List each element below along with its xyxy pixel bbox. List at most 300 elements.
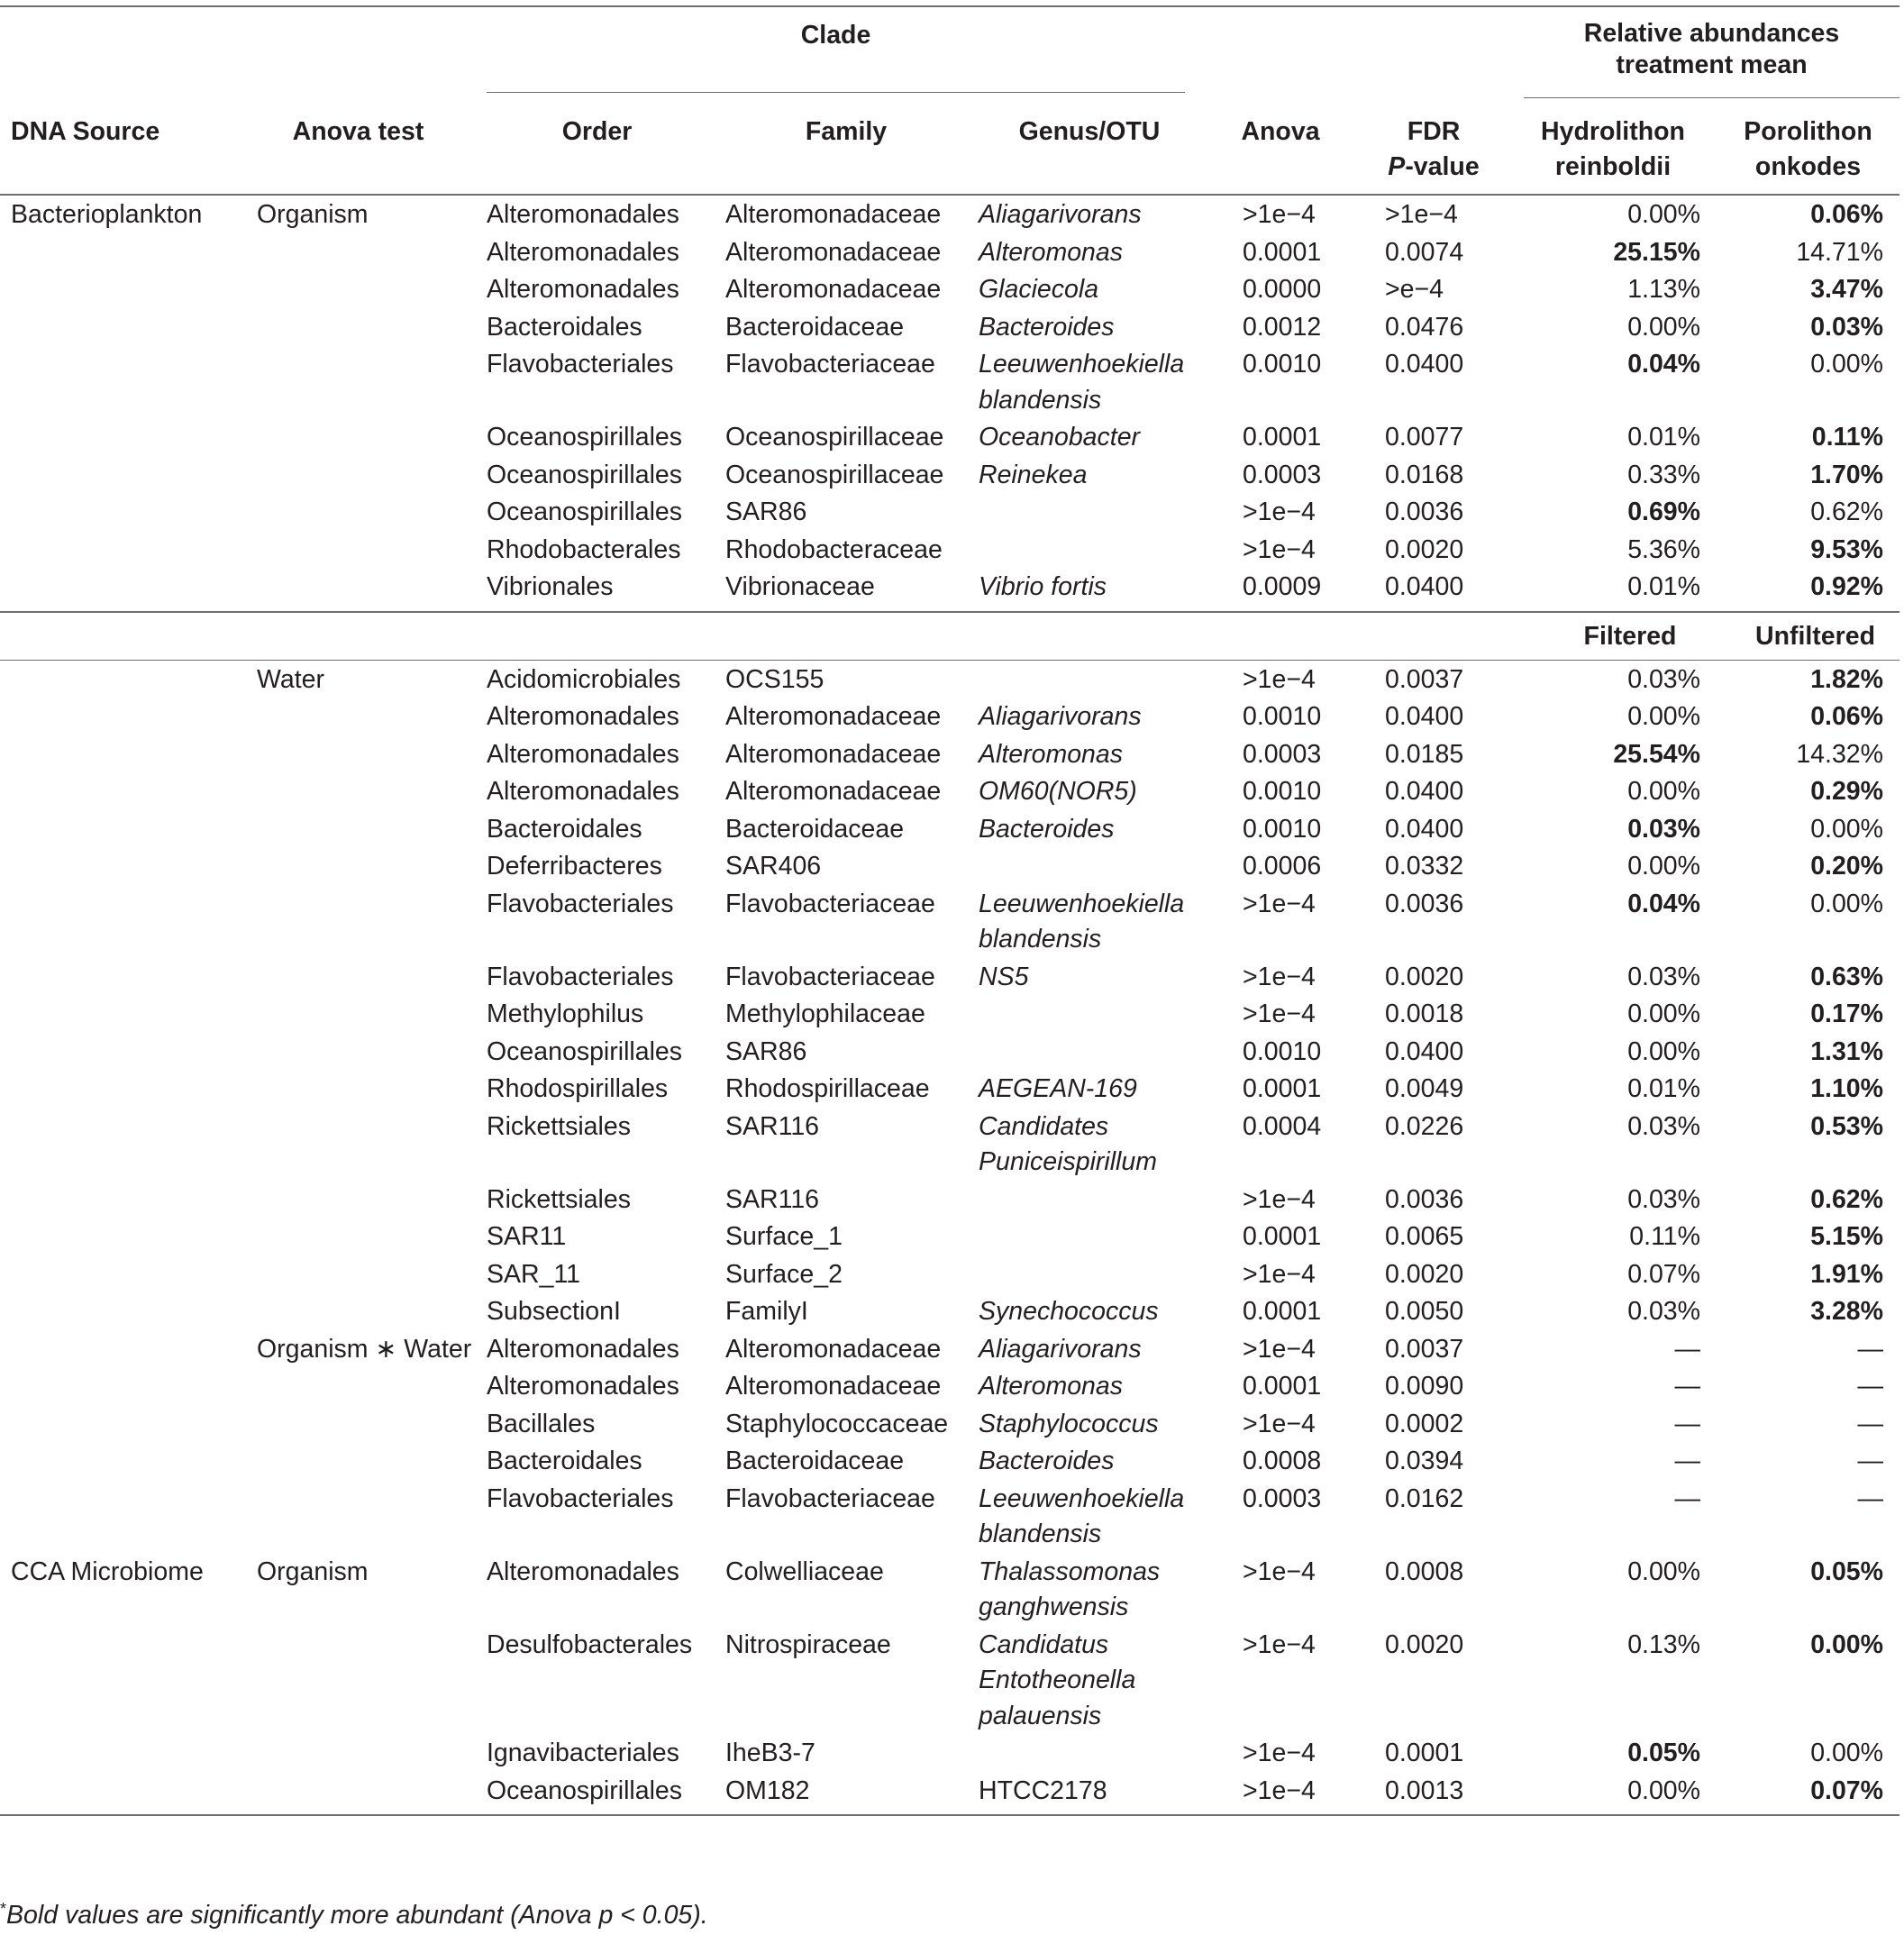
fdr-cell: 0.0020	[1385, 962, 1464, 991]
genus-line: Reinekea	[979, 460, 1088, 489]
anova-cell: 0.0010	[1243, 350, 1322, 379]
anova-test-cell	[239, 568, 478, 612]
anova-test-cell: Organism	[257, 1556, 369, 1586]
table-row	[0, 568, 1899, 612]
anova-cell: >1e−4	[1243, 1259, 1316, 1289]
anova-test-cell	[239, 233, 478, 271]
hydrolithon-value: 0.05%	[1627, 1739, 1700, 1767]
dna-source-cell	[0, 772, 239, 810]
genus-line: Leeuwenhoekiella	[979, 1483, 1185, 1513]
order-cell: Alteromonadales	[487, 1372, 679, 1401]
genus-cell	[976, 531, 1203, 569]
genus-line: NS5	[979, 962, 1029, 991]
hydrolithon-value: 0.07%	[1627, 1259, 1700, 1289]
dna-source-cell	[0, 1181, 239, 1219]
anova-cell: >1e−4	[1243, 999, 1316, 1028]
table-row	[0, 308, 1899, 346]
genus-cell	[976, 1734, 1203, 1772]
hydrolithon-value: 5.36%	[1627, 534, 1700, 564]
genus-cell	[976, 418, 1203, 456]
anova-test-cell	[239, 1108, 478, 1181]
filtered-header: Filtered	[1583, 621, 1677, 651]
anova-test-cell	[239, 995, 478, 1033]
hydrolithon-value: 0.00%	[1627, 777, 1700, 806]
order-cell: Bacillales	[487, 1409, 596, 1438]
family-cell: FamilyI	[725, 1297, 808, 1326]
table-row	[0, 660, 1899, 698]
genus-cell	[976, 1626, 1203, 1735]
genus-cell	[976, 195, 1203, 233]
dna-source-cell	[0, 1367, 239, 1405]
dna-source-cell	[0, 660, 239, 698]
fdr-cell: 0.0049	[1385, 1074, 1464, 1103]
anova-cell: 0.0004	[1243, 1111, 1322, 1141]
dna-source-cell	[0, 1033, 239, 1071]
family-cell: Alteromonadaceae	[725, 237, 942, 267]
porolithon-value: 0.92%	[1810, 572, 1883, 601]
genus-cell	[976, 1218, 1203, 1255]
anova-cell: 0.0003	[1243, 739, 1322, 769]
anova-cell: 0.0001	[1243, 237, 1322, 267]
family-cell: Staphylococcaceae	[725, 1409, 949, 1438]
table-row	[0, 1480, 1899, 1553]
dna-source-cell	[0, 531, 239, 569]
table-row	[0, 1033, 1899, 1071]
porolithon-value: —	[1857, 1334, 1883, 1364]
family-cell: Bacteroidaceae	[725, 312, 905, 342]
order-cell: Oceanospirillales	[487, 460, 683, 489]
table-row	[0, 1734, 1899, 1772]
dna-source-cell	[0, 233, 239, 271]
hydrolithon-value: 0.04%	[1627, 889, 1700, 918]
order-cell: Alteromonadales	[487, 1334, 679, 1364]
section-organism	[0, 195, 1899, 612]
family-cell: Bacteroidaceae	[725, 1447, 905, 1475]
family-cell: Alteromonadaceae	[725, 200, 942, 229]
fdr-cell: 0.0008	[1385, 1556, 1464, 1586]
anova-test-cell	[239, 270, 478, 308]
porolithon-header: Porolithon onkodes	[1744, 117, 1872, 181]
porolithon-value: 9.53%	[1810, 534, 1883, 564]
genus-line: Glaciecola	[979, 275, 1099, 304]
genus-line: blandensis	[979, 925, 1102, 954]
anova-header: Anova	[1241, 117, 1320, 146]
hydrolithon-value: 25.54%	[1613, 739, 1700, 769]
anova-cell: 0.0010	[1243, 1036, 1322, 1066]
porolithon-value: 0.00%	[1810, 1739, 1883, 1767]
hydrolithon-value: 0.03%	[1627, 1184, 1700, 1214]
hydrolithon-value: 0.00%	[1627, 200, 1700, 229]
anova-cell: >1e−4	[1243, 497, 1316, 526]
hydrolithon-value: —	[1674, 1483, 1700, 1513]
family-cell: Oceanospirillaceae	[725, 423, 944, 452]
genus-cell	[976, 1405, 1203, 1443]
genus-line: Alteromonas	[979, 739, 1123, 769]
dna-source-cell	[0, 418, 239, 456]
order-cell: Alteromonadales	[487, 702, 679, 731]
anova-cell: 0.0001	[1243, 1372, 1322, 1401]
hydrolithon-value: 0.69%	[1627, 497, 1700, 526]
table-row	[0, 885, 1899, 958]
fdr-cell: >1e−4	[1385, 200, 1458, 229]
table-row	[0, 270, 1899, 308]
order-cell: Rhodobacterales	[487, 534, 681, 564]
family-cell: Rhodobacteraceae	[725, 534, 943, 564]
order-cell: Flavobacteriales	[487, 1483, 674, 1513]
hydrolithon-value: —	[1674, 1372, 1700, 1401]
family-cell: Bacteroidaceae	[725, 814, 905, 844]
table-row	[0, 345, 1899, 418]
genus-line: Bacteroides	[979, 312, 1115, 342]
anova-test-cell	[239, 1626, 478, 1735]
anova-cell: >1e−4	[1243, 200, 1316, 229]
family-cell: IheB3-7	[725, 1739, 815, 1767]
fdr-cell: 0.0168	[1385, 460, 1464, 489]
porolithon-value: 0.17%	[1810, 999, 1883, 1028]
results-table	[0, 5, 1899, 1816]
anova-cell: 0.0010	[1243, 702, 1322, 731]
porolithon-value: 1.91%	[1810, 1259, 1883, 1289]
dna-source-cell	[0, 270, 239, 308]
anova-cell: 0.0010	[1243, 777, 1322, 806]
genus-header: Genus/OTU	[1018, 117, 1161, 146]
unfiltered-header: Unfiltered	[1754, 621, 1875, 651]
porolithon-value: —	[1857, 1372, 1883, 1401]
genus-line: Leeuwenhoekiella	[979, 350, 1185, 379]
anova-test-cell	[239, 1255, 478, 1293]
dna-source-cell	[0, 1405, 239, 1443]
family-cell: SAR116	[725, 1184, 820, 1214]
genus-cell	[976, 308, 1203, 346]
anova-test-cell	[239, 1405, 478, 1443]
table-row	[0, 1255, 1899, 1293]
genus-cell	[976, 493, 1203, 531]
porolithon-value: 0.00%	[1810, 350, 1883, 379]
genus-cell	[976, 568, 1203, 612]
anova-test-cell: Organism	[257, 200, 369, 229]
genus-cell	[976, 1330, 1203, 1368]
genus-cell	[976, 1367, 1203, 1405]
rel-abundance-header-2: treatment mean	[1616, 50, 1808, 79]
genus-line: Candidatus	[979, 1629, 1109, 1659]
porolithon-value: 0.11%	[1811, 423, 1883, 452]
genus-cell	[976, 1033, 1203, 1071]
genus-cell	[976, 1553, 1203, 1626]
dna-source-cell	[0, 1772, 239, 1816]
anova-cell: 0.0003	[1243, 460, 1322, 489]
fdr-cell: 0.0020	[1385, 1629, 1464, 1659]
dna-source-header: DNA Source	[11, 117, 160, 146]
porolithon-value: 1.82%	[1810, 664, 1883, 694]
dna-source-cell	[0, 568, 239, 612]
dna-source-cell	[0, 885, 239, 958]
hydrolithon-value: 0.00%	[1627, 702, 1700, 731]
porolithon-value: 3.28%	[1810, 1297, 1883, 1326]
fdr-cell: 0.0476	[1385, 312, 1464, 342]
family-cell: Rhodospirillaceae	[725, 1074, 930, 1103]
genus-line: blandensis	[979, 1520, 1102, 1548]
fdr-header: FDR P-value	[1388, 117, 1480, 181]
anova-cell: 0.0003	[1243, 1483, 1322, 1513]
hydrolithon-value: 0.03%	[1627, 962, 1700, 991]
order-cell: Flavobacteriales	[487, 350, 674, 379]
family-cell: SAR86	[725, 1036, 807, 1066]
fdr-cell: 0.0037	[1385, 1334, 1464, 1364]
anova-cell: 0.0000	[1243, 275, 1322, 304]
hydrolithon-value: 0.13%	[1627, 1629, 1700, 1659]
anova-test-cell	[239, 885, 478, 958]
porolithon-value: 0.62%	[1810, 497, 1883, 526]
genus-cell	[976, 456, 1203, 494]
genus-cell	[976, 345, 1203, 418]
family-header: Family	[805, 117, 888, 146]
fdr-cell: 0.0400	[1385, 1036, 1464, 1066]
anova-test-cell	[239, 456, 478, 494]
table-row	[0, 1367, 1899, 1405]
porolithon-value: 5.15%	[1810, 1222, 1883, 1251]
order-cell: Alteromonadales	[487, 200, 679, 229]
table-row	[0, 1553, 1899, 1626]
genus-line: Staphylococcus	[979, 1409, 1159, 1438]
genus-cell	[976, 1255, 1203, 1293]
porolithon-value: 0.07%	[1810, 1775, 1883, 1805]
porolithon-value: 14.32%	[1796, 739, 1883, 769]
genus-line: blandensis	[979, 385, 1102, 415]
order-cell: Alteromonadales	[487, 739, 679, 769]
porolithon-value: 0.62%	[1810, 1184, 1883, 1214]
porolithon-value: 0.63%	[1810, 962, 1883, 991]
hydrolithon-value: 0.01%	[1627, 572, 1700, 601]
table-row	[0, 698, 1899, 735]
porolithon-value: 1.10%	[1810, 1074, 1883, 1103]
table-row	[0, 1772, 1899, 1816]
fdr-cell: 0.0013	[1385, 1775, 1464, 1805]
header-row-1	[0, 6, 1899, 98]
genus-cell	[976, 1070, 1203, 1108]
order-cell: Alteromonadales	[487, 1556, 679, 1586]
anova-cell: 0.0001	[1243, 1222, 1322, 1251]
anova-cell: 0.0001	[1243, 1297, 1322, 1326]
table-row	[0, 1218, 1899, 1255]
table-row	[0, 847, 1899, 885]
family-cell: Flavobacteriaceae	[725, 1483, 935, 1513]
fdr-cell: 0.0394	[1385, 1447, 1464, 1475]
hydrolithon-value: 0.00%	[1627, 1036, 1700, 1066]
family-cell: Colwelliaceae	[725, 1556, 884, 1586]
dna-source-cell	[0, 1442, 239, 1480]
order-cell: Deferribacteres	[487, 852, 662, 881]
porolithon-value: 0.00%	[1810, 814, 1883, 844]
fdr-cell: 0.0036	[1385, 1184, 1464, 1214]
dna-source-cell	[0, 698, 239, 735]
hydrolithon-value: —	[1674, 1409, 1700, 1438]
dna-source-cell	[0, 1218, 239, 1255]
dna-source-cell	[0, 1330, 239, 1368]
porolithon-value: 1.31%	[1810, 1036, 1883, 1066]
fdr-cell: 0.0065	[1385, 1222, 1464, 1251]
genus-cell	[976, 233, 1203, 271]
table-row	[0, 418, 1899, 456]
genus-cell	[976, 1480, 1203, 1553]
genus-cell	[976, 847, 1203, 885]
fdr-cell: 0.0332	[1385, 852, 1464, 881]
dna-source-cell	[0, 958, 239, 996]
hydrolithon-value: 0.03%	[1627, 664, 1700, 694]
porolithon-value: 0.00%	[1810, 889, 1883, 918]
anova-cell: >1e−4	[1243, 1556, 1316, 1586]
fdr-cell: 0.0001	[1385, 1739, 1464, 1767]
fdr-cell: 0.0400	[1385, 814, 1464, 844]
hydrolithon-value: 0.00%	[1627, 999, 1700, 1028]
fdr-cell: >e−4	[1385, 275, 1444, 304]
family-cell: Methylophilaceae	[725, 999, 925, 1028]
hydrolithon-value: —	[1674, 1334, 1700, 1364]
porolithon-value: 3.47%	[1810, 275, 1883, 304]
anova-cell: >1e−4	[1243, 1184, 1316, 1214]
family-cell: Flavobacteriaceae	[725, 962, 935, 991]
order-cell: Desulfobacterales	[487, 1629, 693, 1659]
fdr-cell: 0.0400	[1385, 777, 1464, 806]
genus-cell	[976, 660, 1203, 698]
table-row	[0, 233, 1899, 271]
anova-cell: >1e−4	[1243, 1739, 1316, 1767]
dna-source-cell	[0, 1070, 239, 1108]
genus-line: Alteromonas	[979, 1372, 1123, 1401]
genus-cell	[976, 995, 1203, 1033]
family-cell: Alteromonadaceae	[725, 275, 942, 304]
family-cell: SAR116	[725, 1111, 820, 1141]
order-cell: Vibrionales	[487, 572, 614, 601]
order-cell: Oceanospirillales	[487, 423, 683, 452]
genus-cell	[976, 1772, 1203, 1816]
anova-test-cell	[239, 493, 478, 531]
anova-cell: 0.0009	[1243, 572, 1322, 601]
anova-test-cell	[239, 1734, 478, 1772]
anova-cell: >1e−4	[1243, 1334, 1316, 1364]
fdr-cell: 0.0020	[1385, 1259, 1464, 1289]
fdr-cell: 0.0050	[1385, 1297, 1464, 1326]
fdr-cell: 0.0036	[1385, 497, 1464, 526]
table-row	[0, 810, 1899, 848]
dna-source-cell	[0, 1255, 239, 1293]
hydrolithon-value: 0.00%	[1627, 312, 1700, 342]
porolithon-value: —	[1857, 1483, 1883, 1513]
anova-cell: 0.0012	[1243, 312, 1322, 342]
anova-test-cell	[239, 772, 478, 810]
anova-test-cell	[239, 847, 478, 885]
family-cell: Alteromonadaceae	[725, 702, 942, 731]
genus-line: Bacteroides	[979, 814, 1115, 844]
family-cell: Flavobacteriaceae	[725, 889, 935, 918]
fdr-cell: 0.0162	[1385, 1483, 1464, 1513]
anova-cell: 0.0001	[1243, 423, 1322, 452]
dna-source-cell	[0, 1734, 239, 1772]
genus-line: Vibrio fortis	[979, 572, 1107, 601]
porolithon-value: 0.29%	[1810, 777, 1883, 806]
genus-cell	[976, 885, 1203, 958]
family-cell: OM182	[725, 1775, 810, 1805]
genus-line: OM60(NOR5)	[979, 777, 1137, 806]
table-row	[0, 1330, 1899, 1368]
family-cell: Surface_2	[725, 1259, 843, 1289]
anova-cell: 0.0006	[1243, 852, 1322, 881]
dna-source-cell	[0, 995, 239, 1033]
rel-abundance-header-1: Relative abundances	[1583, 19, 1840, 48]
table-row	[0, 735, 1899, 773]
table-row	[0, 1442, 1899, 1480]
order-cell: SAR11	[487, 1222, 567, 1251]
table-row	[0, 958, 1899, 996]
family-cell: OCS155	[725, 664, 824, 694]
order-cell: Oceanospirillales	[487, 497, 683, 526]
anova-test-cell	[239, 345, 478, 418]
genus-line: Oceanobacter	[979, 423, 1141, 452]
order-cell: Rickettsiales	[487, 1111, 631, 1141]
anova-cell: >1e−4	[1243, 664, 1316, 694]
table-row	[0, 456, 1899, 494]
anova-test-cell: Organism ∗ Water	[257, 1334, 472, 1364]
anova-cell: 0.0010	[1243, 814, 1322, 844]
porolithon-value: 0.20%	[1810, 852, 1883, 881]
anova-test-cell	[239, 958, 478, 996]
dna-source-cell	[0, 1108, 239, 1181]
family-cell: Alteromonadaceae	[725, 1372, 942, 1401]
porolithon-value: 0.03%	[1810, 312, 1883, 342]
porolithon-value: 0.05%	[1810, 1556, 1883, 1586]
fdr-cell: 0.0400	[1385, 350, 1464, 379]
hydrolithon-value: 0.01%	[1627, 423, 1700, 452]
anova-test-cell	[239, 531, 478, 569]
anova-test-cell	[239, 418, 478, 456]
genus-line: Aliagarivorans	[979, 200, 1142, 229]
family-cell: Oceanospirillaceae	[725, 460, 944, 489]
dna-source-cell: CCA Microbiome	[11, 1556, 204, 1586]
porolithon-value: 14.71%	[1796, 237, 1883, 267]
family-cell: Nitrospiraceae	[725, 1629, 891, 1659]
order-cell: Oceanospirillales	[487, 1036, 683, 1066]
genus-cell	[976, 1181, 1203, 1219]
dna-source-cell	[0, 735, 239, 773]
order-cell: Alteromonadales	[487, 777, 679, 806]
header-row-2	[0, 98, 1899, 195]
table-row	[0, 1626, 1899, 1735]
genus-line: Aliagarivorans	[979, 1334, 1142, 1364]
anova-test-cell	[239, 1033, 478, 1071]
anova-test-cell	[239, 1218, 478, 1255]
order-cell: Bacteroidales	[487, 814, 642, 844]
anova-cell: 0.0001	[1243, 1074, 1322, 1103]
anova-cell: >1e−4	[1243, 534, 1316, 564]
genus-cell	[976, 270, 1203, 308]
genus-line: ganghwensis	[979, 1593, 1129, 1621]
order-cell: Flavobacteriales	[487, 962, 674, 991]
family-cell: Alteromonadaceae	[725, 777, 942, 806]
hydrolithon-value: 0.03%	[1627, 1297, 1700, 1326]
fdr-cell: 0.0002	[1385, 1409, 1464, 1438]
order-header: Order	[561, 117, 633, 146]
table-row	[0, 1108, 1899, 1181]
hydrolithon-header: Hydrolithon reinboldii	[1541, 117, 1685, 181]
genus-cell	[976, 772, 1203, 810]
hydrolithon-value: 0.33%	[1627, 460, 1700, 489]
anova-test-cell	[239, 698, 478, 735]
hydrolithon-value: 0.04%	[1627, 350, 1700, 379]
dna-source-cell	[0, 1480, 239, 1553]
order-cell: Alteromonadales	[487, 237, 679, 267]
porolithon-value: 0.53%	[1810, 1111, 1883, 1141]
anova-test-cell	[239, 1367, 478, 1405]
genus-cell	[976, 698, 1203, 735]
